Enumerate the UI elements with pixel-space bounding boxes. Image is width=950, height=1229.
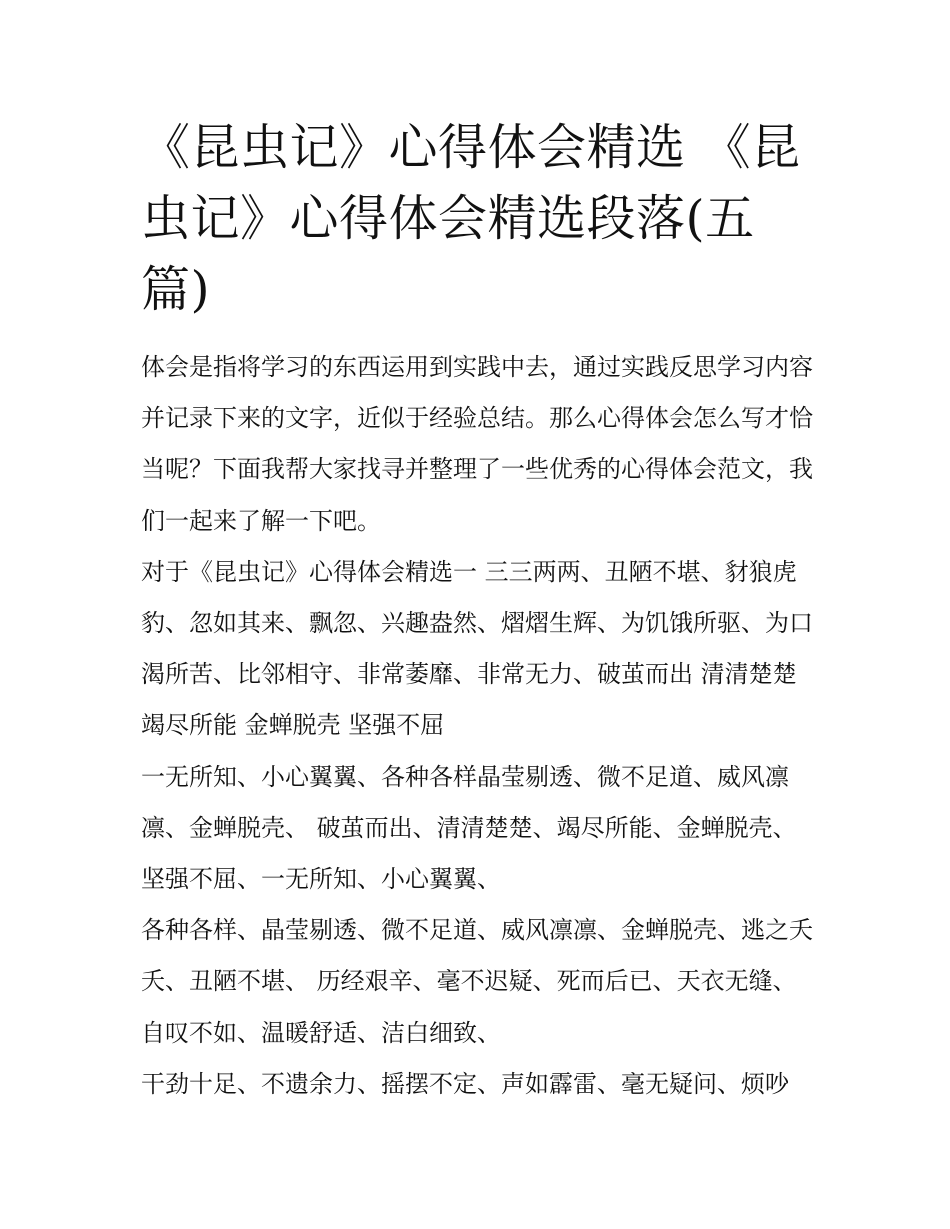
document-title: 《昆虫记》心得体会精选 《昆虫记》心得体会精选段落(五篇) — [141, 119, 801, 318]
word-list-paragraph-1: 对于《昆虫记》心得体会精选一 三三两两、丑陋不堪、豺狼虎豹、忽如其来、飘忽、兴趣盎然、熠熠生辉、为饥饿所驱、为口渴所苦、比邻相守、非常萎靡、非常无力、破茧而出 清清楚楚 竭尽所能 金蝉脱壳 坚强不屈 — [141, 557, 813, 740]
word-list-paragraph-2: 一无所知、小心翼翼、各种各样晶莹剔透、微不足道、威风凛凛、金蝉脱壳、 破茧而出、清清楚楚、竭尽所能、金蝉脱壳、坚强不屈、一无所知、小心翼翼、 — [141, 762, 797, 894]
word-list-paragraph-4: 干劲十足、不遗余力、摇摆不定、声如霹雷、毫无疑问、烦吵 — [141, 1069, 789, 1098]
word-list-paragraph-3: 各种各样、晶莹剔透、微不足道、威风凛凛、金蝉脱壳、逃之夭夭、丑陋不堪、 历经艰辛、毫不迟疑、死而后已、天衣无缝、自叹不如、温暖舒适、洁白细致、 — [141, 916, 813, 1047]
intro-paragraph: 体会是指将学习的东西运用到实践中去，通过实践反思学习内容并记录下来的文字，近似于经验总结。那么心得体会怎么写才恰当呢？下面我帮大家找寻并整理了一些优秀的心得体会范文，我们一起来了解一下吧。 — [141, 353, 813, 535]
document-body — [141, 112, 813, 1110]
